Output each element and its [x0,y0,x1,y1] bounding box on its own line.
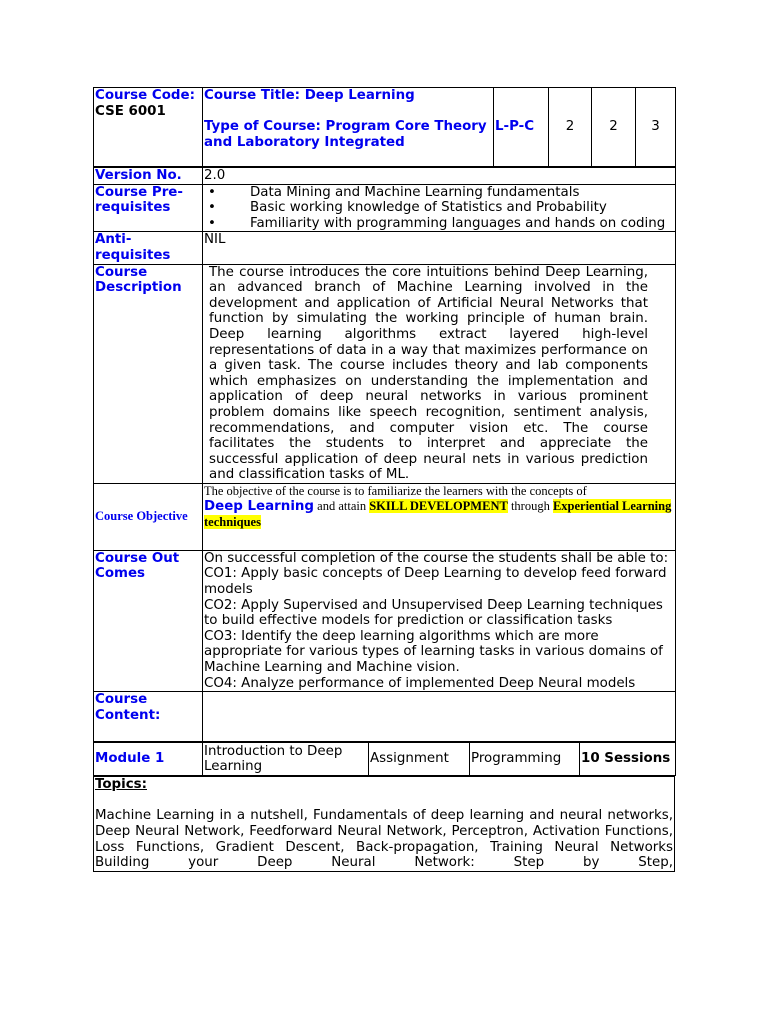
objective-skill: SKILL DEVELOPMENT [369,499,508,514]
topics-table [93,776,675,872]
course-code-value: CSE 6001 [95,103,166,119]
content-cell [203,692,676,742]
objective-label: Course Objective [94,483,203,550]
outcome-item: CO3: Identify the deep learning algorithms which are more appropriate for various types of learning tasks in various domains of Machine Learning and Machine vision. [204,628,663,676]
course-code-cell [94,88,203,167]
prerequisites-cell [203,184,676,232]
topics-cell [94,777,675,872]
module-type: Programming [470,743,580,776]
module-label: Module 1 [94,743,203,776]
antirequisites-value: NIL [203,232,676,264]
course-title: Course Title: Deep Learning [204,88,415,103]
topics-label: Topics: [95,777,147,793]
outcome-item: CO1: Apply basic concepts of Deep Learning to develop feed forward models [204,566,667,598]
prerequisite-item: • Basic working knowledge of Statistics and Probability [208,200,607,216]
version-label: Version No. [94,168,203,185]
course-code-label: Course Code: [95,88,195,103]
module-table [93,742,676,776]
course-type: Type of Course: Program Core Theory and Laboratory Integrated [204,119,487,150]
course-details-table [93,167,676,742]
module-assessment: Assignment [369,743,470,776]
version-value: 2.0 [203,168,676,185]
outcomes-cell [203,550,676,691]
outcomes-label: Course Out Comes [94,550,203,691]
topics-text: Machine Learning in a nutshell, Fundamentals of deep learning and neural networks, Deep Neural Network, Feedforward Neural Network, Perceptron, Activation Functions, Loss Functions, Gradient Descent, Back-propagation, Training Neural Networks Building your Deep Neural Network: Step by Step, [95,808,673,871]
lpc-p-value: 2 [592,88,636,167]
objective-technique: Experiential Learning techniques [204,499,672,530]
objective-cell [203,483,676,550]
course-title-cell [203,88,494,167]
course-header-table [93,87,676,167]
content-label: Course Content: [94,692,203,742]
outcome-item: CO4: Analyze performance of implemented Deep Neural models [204,675,636,691]
objective-topic: Deep Learning [204,499,315,515]
description-text: The course introduces the core intuitions behind Deep Learning, an advanced branch of Machine Learning involved in the development and application of Artificial Neural Networks that function by simulating the working principle of human brain. Deep learning algorithms extract layered high-level representations of data in a way that maximizes performance on a given task. The course includes theory and lab components which emphasizes on understanding the implementation and application of deep neural networks in various prominent problem domains like speech recognition, sentiment analysis, recommendations, and computer vision etc. The course facilitates the students to interpret and appreciate the successful application of deep neural nets in various prediction and classification tasks of ML. [209,264,648,483]
module-title: Introduction to Deep Learning [203,743,369,776]
description-label: Course Description [94,264,203,483]
prerequisite-item: • Data Mining and Machine Learning fundamentals [208,184,580,200]
description-cell [203,264,676,483]
course-document [93,87,675,872]
objective-attain: and attain [317,499,367,514]
lpc-label: L-P-C [494,88,549,167]
antirequisites-label: Anti-requisites [94,232,203,264]
lpc-c-value: 3 [636,88,676,167]
module-sessions: 10 Sessions [580,743,676,776]
outcome-item: CO2: Apply Supervised and Unsupervised Deep Learning techniques to build effective models for prediction or classification tasks [204,597,663,629]
objective-through: through [510,499,550,514]
lpc-l-value: 2 [549,88,592,167]
objective-intro: The objective of the course is to familiarize the learners with the concepts of [204,483,587,498]
prerequisites-label: Course Pre-requisites [94,184,203,232]
prerequisite-item: • Familiarity with programming languages and hands on coding [208,215,666,231]
outcomes-intro: On successful completion of the course the students shall be able to: [204,550,669,566]
